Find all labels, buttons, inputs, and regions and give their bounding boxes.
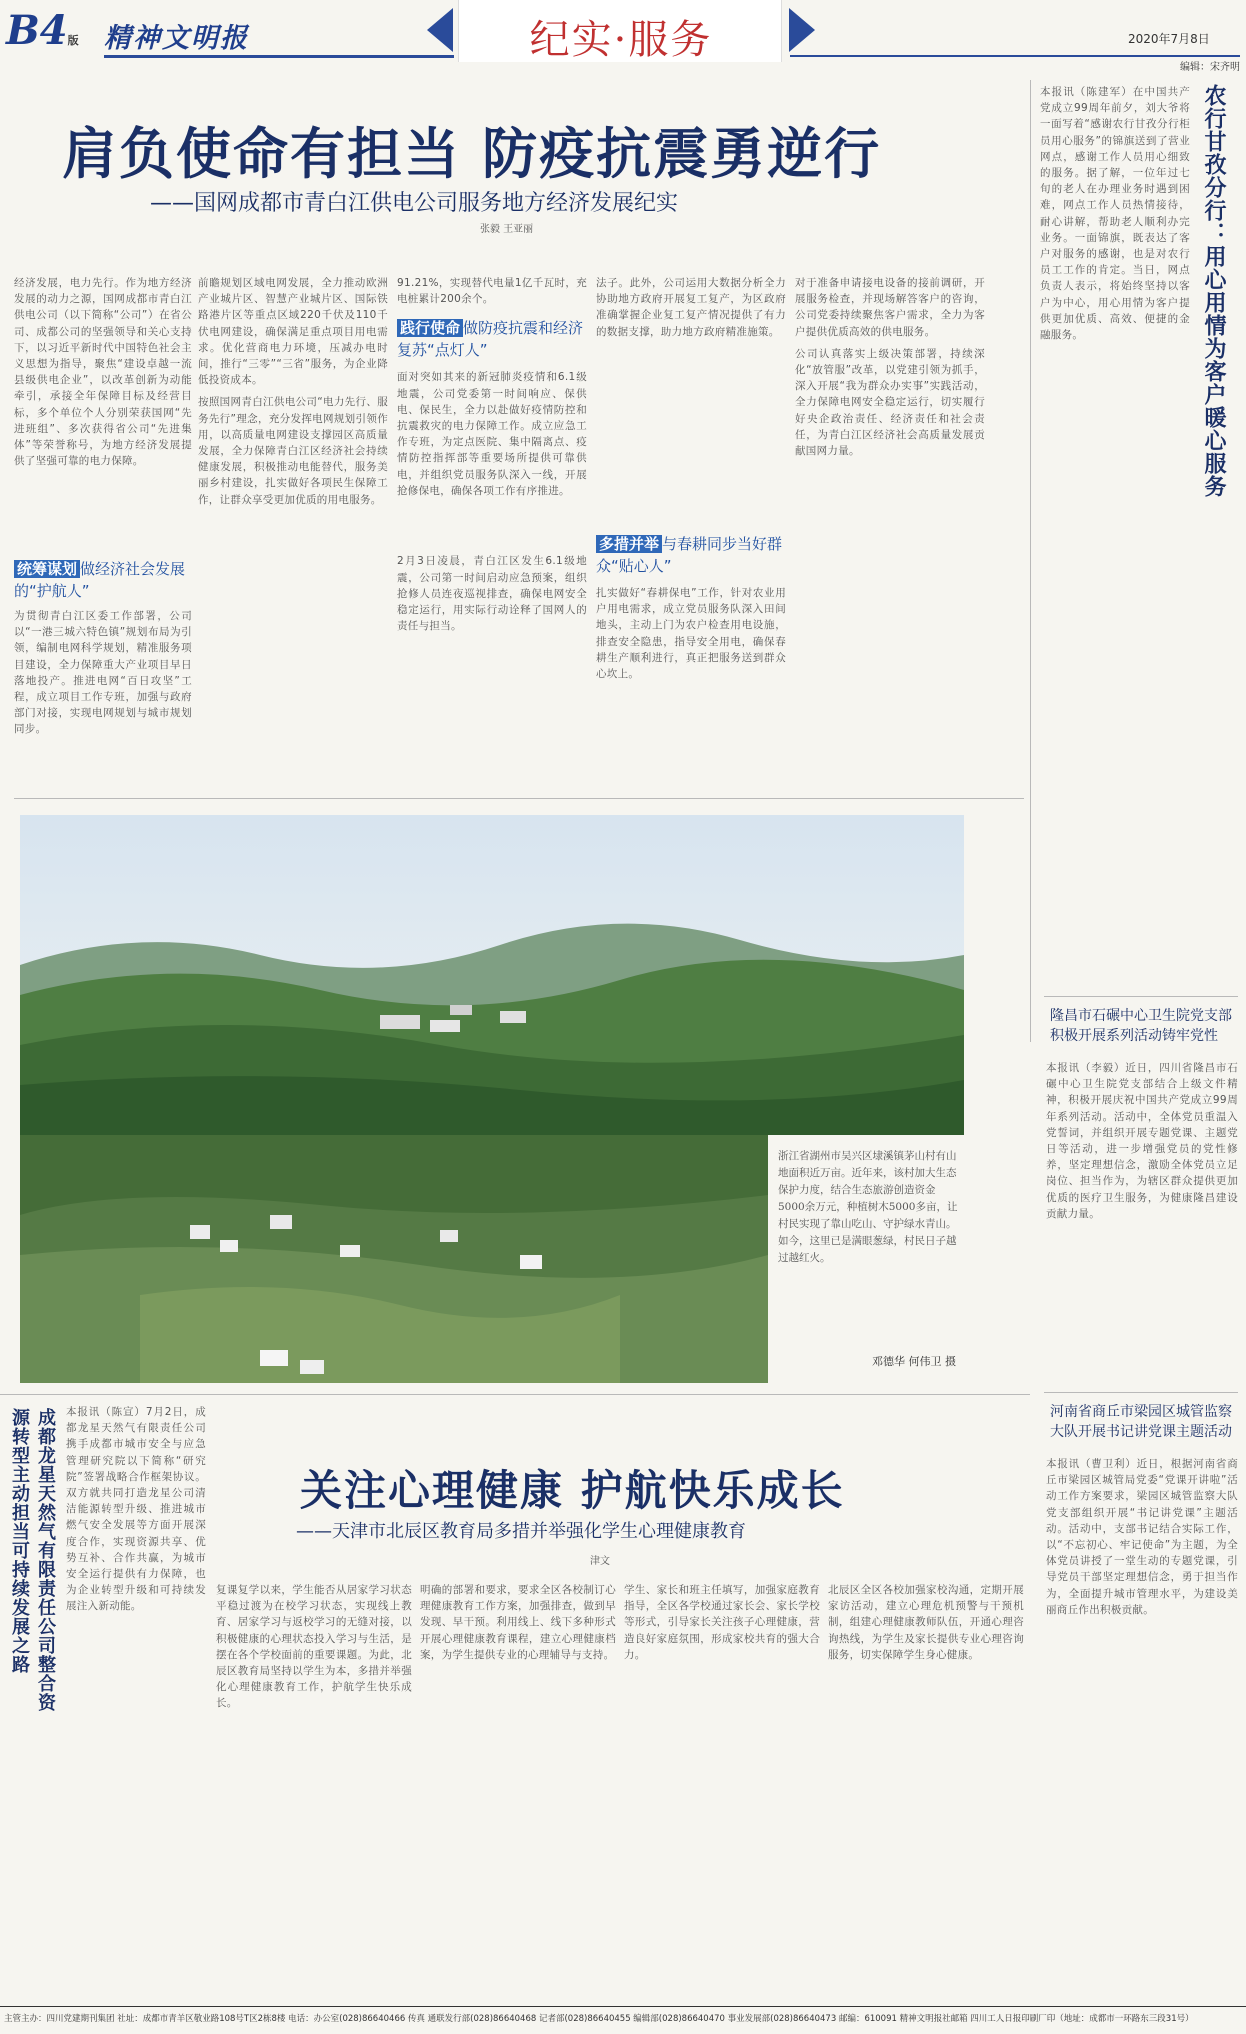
tianjin-col3: 学生、家长和班主任填写，加强家庭教育指导，全区各学校通过家长会、家长学校等形式，引导家长关注孩子心理健康，营造良好家庭氛围，形成家校共育的强大合力。 (624, 1584, 820, 1661)
landscape-photo-bottom (20, 1135, 768, 1383)
landscape-photo-top (20, 815, 964, 1135)
photo-credit: 邓德华 何伟卫 摄 (872, 1355, 956, 1368)
tianjin-col4: 北辰区全区各校加强家校沟通，定期开展家访活动，建立心理危机预警与干预机制，组建心理健康教师队伍，开通心理咨询热线，为学生及家长提供专业心理咨询服务，切实保障学生身心健康。 (828, 1584, 1024, 1661)
header-rule (104, 55, 454, 58)
lead-col4-subhead: 多措并举 与春耕同步当好群众“贴心人” (596, 535, 783, 575)
right-story-body: 本报讯（陈建军）在中国共产党成立99周年前夕，刘大爷将一面写着“感谢农行甘孜分行柜员用心服务”的锦旗送到了营业网点，感谢工作人员用心细致的服务。据了解，一位年过七旬的老人在办理业务时遇到困难，网点工作人员热情接待，耐心讲解，帮助老人顺利办完业务。一面锦旗，既表达了客户对服务的感谢，也是对农行员工工作的肯定。当日，网点负责人表示，将始终坚持以客户为中心，用心用情为客户提供更加优质、高效、便捷的金融服务。 (1040, 86, 1190, 342)
tianjin-col1: 复课复学以来，学生能否从居家学习状态平稳过渡为在校学习状态，实现线上教育、居家学习与返校学习的无缝对接，以积极健康的心理状态投入学习与生活，是摆在各个学校面前的重要课题。为此，北辰区教育局坚持以学生为本，多措并举强化心理健康教育工作，护航学生快乐成长。 (216, 1584, 412, 1710)
longchang-title: 隆昌市石碾中心卫生院党支部积极开展系列活动铸牢党性 (1050, 1008, 1232, 1044)
lead-col1-subhead: 统筹谋划 做经济社会发展的“护航人” (14, 560, 186, 600)
tianjin-title: 关注心理健康 护航快乐成长 (300, 1466, 845, 1515)
tianjin-byline: 津文 (590, 1556, 610, 1567)
lead-col4: 法子。此外，公司运用大数据分析全力协助地方政府开展复工复产，为区政府准确掌握企业复工复产情况提供了有力的数据支撑，助力地方政府精准施策。 多措并举 与春耕同步当好群众“贴心人” 扎实做好“春耕保电”工作，针对农业用户用电需求，成立党员服务队深入田间地头，主动上门为农户检查用电设施，排查安全隐患，指导安全用电，确保春耕生产顺利进行，真正把服务送到群众心坎上。 (596, 277, 786, 681)
lead-byline: 张毅 王亚丽 (480, 224, 534, 235)
page-header (0, 0, 1246, 73)
lead-col2: 前瞻规划区域电网发展，全力推动欧洲产业城片区、智慧产业城片区、国际铁路港片区等重点区域220千伏及110千伏电网建设，确保满足重点项目用电需求。优化营商电力环境，压减办电时间，推行“三零”“三省”服务，为企业降低投资成本。 按照国网青白江供电公司“电力先行、服务先行”理念，充分发挥电网规划引领作用，以高质量电网建设支撑园区高质量发展，全力保障青白江区经济社会持续健康发展，积极推动电能替代，服务美丽乡村建设，扎实做好各项民生保障工作，让群众享受更加优质的用电服务。 (198, 277, 388, 506)
section-banner (458, 0, 782, 62)
footer-info: 主管主办：四川党建期刊集团 社址：成都市青羊区敬业路108号T区2栋8楼 电话：办公室(028)86640466 传真 通联发行部(028)86640468 记者部(028)86640455 编辑部(028)86640470 事业发展部(028)86640473 邮编：610091 精神文明报社邮箱 四川工人日报印刷厂印（地址：成都市一环路东三段31号） (4, 2014, 1194, 2024)
tianjin-col2: 明确的部署和要求，要求全区各校制订心理健康教育工作方案，加强排查，做到早发现、早干预。利用线上、线下多种形式开展心理健康教育课程，建立心理健康档案，为学生提供专业的心理辅导与支持。 (420, 1584, 616, 1661)
henan-title: 河南省商丘市梁园区城管监察大队开展书记讲党课主题活动 (1050, 1404, 1232, 1440)
header-rule-right (790, 55, 1240, 57)
arrow-right-icon (789, 8, 815, 52)
bottom-left-title: 成都龙星天然气有限责任公司整合资源转型主动担当可持续发展之路 (9, 1408, 56, 1712)
tianjin-subtitle: ——天津市北辰区教育局多措并举强化学生心理健康教育 (296, 1521, 746, 1542)
arrow-left-icon (427, 8, 453, 52)
lead-col3-subhead: 践行使命 做防疫抗震和经济复苏“点灯人” (397, 319, 584, 360)
editor-credit: 编辑：宋齐明 (1180, 62, 1240, 73)
section-title: 纪实·服务 (529, 17, 713, 63)
lead-col3: 91.21%，实现替代电量1亿千瓦时，充电桩累计200余个。 践行使命 做防疫抗震和经济复苏“点灯人” 面对突如其来的新冠肺炎疫情和6.1级地震，公司党委第一时间响应、保供电、保民生，全力以赴做好疫情防控和抗震救灾的电力保障工作。成立应急工作专班，为定点医院、集中隔离点、疫情防控指挥部等重要场所提供可靠供电，并组织党员服务队深入一线，开展抢修保电，确保各项工作有序推进。 2月3日凌晨，青白江区发生6.1级地震，公司第一时间启动应急预案，组织抢修人员连夜巡视排查，确保电网安全稳定运行，用实际行动诠释了国网人的责任与担当。 (397, 277, 587, 633)
right-story-title: 农行甘孜分行：用心用情为客户暖心服务 (1201, 84, 1226, 498)
issue-date: 2020年7月8日 (1128, 32, 1210, 46)
lead-col5: 对于准备申请接电设备的接前调研，开展服务检查，并现场解答客户的咨询，公司党委持续聚焦客户需求，全力为客户提供优质高效的供电服务。 公司认真落实上级决策部署，持续深化“放管服”改革，以党建引领为抓手，深入开展“我为群众办实事”实践活动，全力保障电网安全稳定运行，切实履行好央企政治责任、经济责任和社会责任，为青白江区经济社会高质量发展贡献国网力量。 (795, 277, 985, 458)
page-number: B4版 (6, 7, 79, 54)
bottom-left-body: 本报讯（陈宣）7月2日，成都龙星天然气有限责任公司携手成都市城市安全与应急管理研究院以下简称“研究院”签署战略合作框架协议。双方就共同打造龙星公司清洁能源转型升级、推进城市燃气安全发展等方面开展深度合作，实现资源共享、优势互补、合作共赢，为城市安全运行提供有力保障，也为企业转型升级和可持续发展注入新动能。 (66, 1406, 206, 1613)
lead-title: 肩负使命有担当 防疫抗震勇逆行 (62, 122, 882, 186)
masthead-logo: 精神文明报 (104, 23, 249, 54)
lead-subtitle: ——国网成都市青白江供电公司服务地方经济发展纪实 (150, 191, 679, 216)
photo-caption: 浙江省湖州市吴兴区埭溪镇茅山村有山地面积近万亩。近年来，该村加大生态保护力度，结合生态旅游创造资金5000余万元，种植树木5000多亩，让村民实现了靠山吃山、守护绿水青山。如今，这里已是满眼葱绿，村民日子越过越红火。 (778, 1150, 958, 1264)
longchang-body: 本报讯（李毅）近日，四川省隆昌市石碾中心卫生院党支部结合上级文件精神，积极开展庆祝中国共产党成立99周年系列活动。活动中，全体党员重温入党誓词，并组织开展专题党课、主题党日等活动，进一步增强党员的党性修养，坚定理想信念，激励全体党员立足岗位、担当作为，为辖区群众提供更加优质的医疗卫生服务，为健康隆昌建设贡献力量。 (1046, 1062, 1238, 1220)
lead-col1: 经济发展，电力先行。作为地方经济发展的动力之源，国网成都市青白江供电公司（以下简称“公司”）在省公司、成都公司的坚强领导和关心支持下，以习近平新时代中国特色社会主义思想为指导，聚焦“建设卓越一流县级供电企业”，以改革创新为动能牵引，承接全年保障目标及经营目标，多个单位个人分别荣获国网“先进班组”、多次获得省公司“先进集体”等荣誉称号，为地方经济发展提供了坚强可靠的电力保障。 统筹谋划 做经济社会发展的“护航人” 为贯彻青白江区委工作部署，公司以“一港三城六特色镇”规划布局为引领，编制电网科学规划，精准服务项目建设，全力保障重大产业项目早日落地投产。推进电网“百日攻坚”工程，成立项目工作专班，加强与政府部门对接，实现电网规划与城市规划同步。 (14, 277, 192, 736)
henan-body: 本报讯（曹卫利）近日，根据河南省商丘市梁园区城管局党委“党课开讲啦”活动工作方案要求，梁园区城管监察大队党支部组织开展“书记讲党课”主题活动。活动中，支部书记结合实际工作，以“不忘初心、牢记使命”为主题，为全体党员讲授了一堂生动的专题党课，引导党员干部坚定理想信念，勇于担当作为，全面提升城市管理水平，为建设美丽商丘作出积极贡献。 (1046, 1458, 1238, 1616)
